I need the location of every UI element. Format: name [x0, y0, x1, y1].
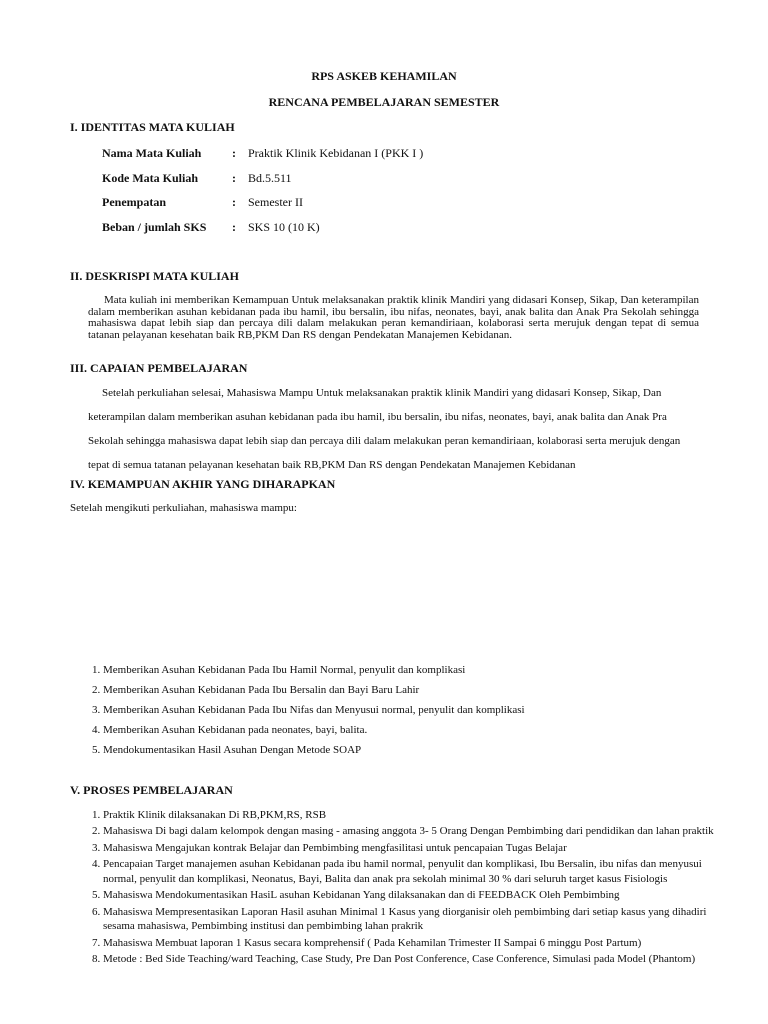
identity-colon: : — [232, 146, 236, 160]
list-item: 6. Mahasiswa Mempresentasikan Laporan Hasil asuhan Minimal 1 Kasus yang diorganisir oleh pembimbing dari setiap kasus yang dihadiri sesama mahasiswa, Pembimbing institusi dan pembimbing lahan prakrik — [103, 905, 731, 934]
identity-label: Nama Mata Kuliah — [102, 146, 202, 160]
document-subtitle: RENCANA PEMBELAJARAN SEMESTER — [268, 95, 500, 109]
identity-value: SKS 10 (10 K) — [248, 220, 320, 234]
identity-colon: : — [232, 195, 236, 209]
list-item: 2. Memberikan Asuhan Kebidanan Pada Ibu Bersalin dan Bayi Baru Lahir — [103, 680, 743, 700]
list-item: 1. Praktik Klinik dilaksanakan Di RB,PKM,RS, RSB — [103, 808, 731, 822]
list-item: 3. Memberikan Asuhan Kebidanan Pada Ibu Nifas dan Menyusui normal, penyulit dan komplikasi — [103, 700, 743, 720]
list-item: 2. Mahasiswa Di bagi dalam kelompok dengan masing - amasing anggota 3- 5 Orang Dengan Pembimbing dari pendidikan dan lahan praktik — [103, 824, 731, 838]
list-item: 4. Memberikan Asuhan Kebidanan pada neonates, bayi, balita. — [103, 720, 743, 740]
identity-label: Penempatan — [102, 195, 166, 209]
kemampuan-intro: Setelah mengikuti perkuliahan, mahasiswa mampu: — [70, 502, 297, 514]
kemampuan-list — [70, 660, 743, 760]
list-item: 1. Memberikan Asuhan Kebidanan Pada Ibu Hamil Normal, penyulit dan komplikasi — [103, 660, 743, 680]
identity-label: Beban / jumlah SKS — [102, 220, 207, 234]
list-item: 4. Pencapaian Target manajemen asuhan Kebidanan pada ibu hamil normal, penyulit dan komplikasi, Ibu Bersalin, ibu nifas dan menyusui normal, penyulit dan komplikasi, Neonatus, Bayi, Balita dan anak pra sekolah minimal 30 % dari seluruh target kasus Fisiologis — [103, 857, 731, 886]
identity-value: Bd.5.511 — [248, 171, 292, 185]
identity-value: Semester II — [248, 195, 303, 209]
list-item: 3. Mahasiswa Mengajukan kontrak Belajar dan Pembimbing mengfasilitasi untuk pencapaian Tugas Belajar — [103, 841, 731, 855]
list-item: 5. Mendokumentasikan Hasil Asuhan Dengan Metode SOAP — [103, 740, 743, 760]
section-heading-kemampuan: IV. KEMAMPUAN AKHIR YANG DIHARAPKAN — [70, 477, 336, 491]
identity-value: Praktik Klinik Kebidanan I (PKK I ) — [248, 146, 424, 160]
list-item: 5. Mahasiswa Mendokumentasikan HasiL asuhan Kebidanan Yang dilaksanakan dan di FEEDBACK Oleh Pembimbing — [103, 888, 731, 902]
capaian-paragraph: Setelah perkuliahan selesai, Mahasiswa Mampu Untuk melaksanakan praktik klinik Mandiri yang didasari Konsep, Sikap, Dan keterampilan dalam memberikan asuhan kebidanan pada ibu hamil, ibu bersalin, ibu nifas, neonates, bayi, anak balita dan Anak Pra Sekolah sehingga mahasiswa dapat lebih siap dan percaya dili dalam melakukan peran kemandiriaan, kolaborasi serta merujuk dengan tepat di semua tatanan pelayanan kesehatan baik RB,PKM Dan RS dengan Pendekatan Manajemen Kebidanan — [88, 387, 681, 471]
identity-colon: : — [232, 220, 236, 234]
identity-colon: : — [232, 171, 236, 185]
list-item: 8. Metode : Bed Side Teaching/ward Teaching, Case Study, Pre Dan Post Conference, Case Conference, Simulasi pada Model (Phantom) — [103, 952, 731, 966]
section-heading-identitas: I. IDENTITAS MATA KULIAH — [70, 120, 235, 134]
list-item: 7. Mahasiswa Membuat laporan 1 Kasus secara komprehensif ( Pada Kehamilan Trimester II Sampai 6 minggu Post Partum) — [103, 936, 731, 950]
identity-label: Kode Mata Kuliah — [102, 171, 199, 185]
proses-list — [70, 808, 731, 968]
description-paragraph: Mata kuliah ini memberikan Kemampuan Untuk melaksanakan praktik klinik Mandiri yang didasari Konsep, Sikap, Dan keterampilan dalam memberikan asuhan kebidanan pada ibu hamil, ibu bersalin, ibu nifas, neonates, bayi, anak balita dan Anak Pra Sekolah sehingga mahasiswa dapat lebih siap dan percaya dili dalam melakukan peran kemandiriaan, kolaborasi serta merujuk dengan tepat di semua tatanan pelayanan kesehatan baik RB,PKM Dan RS dengan Pendekatan Manajemen Kebidanan. — [88, 294, 699, 341]
section-heading-capaian: III. CAPAIAN PEMBELAJARAN — [70, 361, 248, 375]
section-heading-deskripsi: II. DESKRISPI MATA KULIAH — [70, 269, 239, 283]
document-title: RPS ASKEB KEHAMILAN — [311, 69, 457, 83]
section-heading-proses: V. PROSES PEMBELAJARAN — [70, 783, 233, 797]
